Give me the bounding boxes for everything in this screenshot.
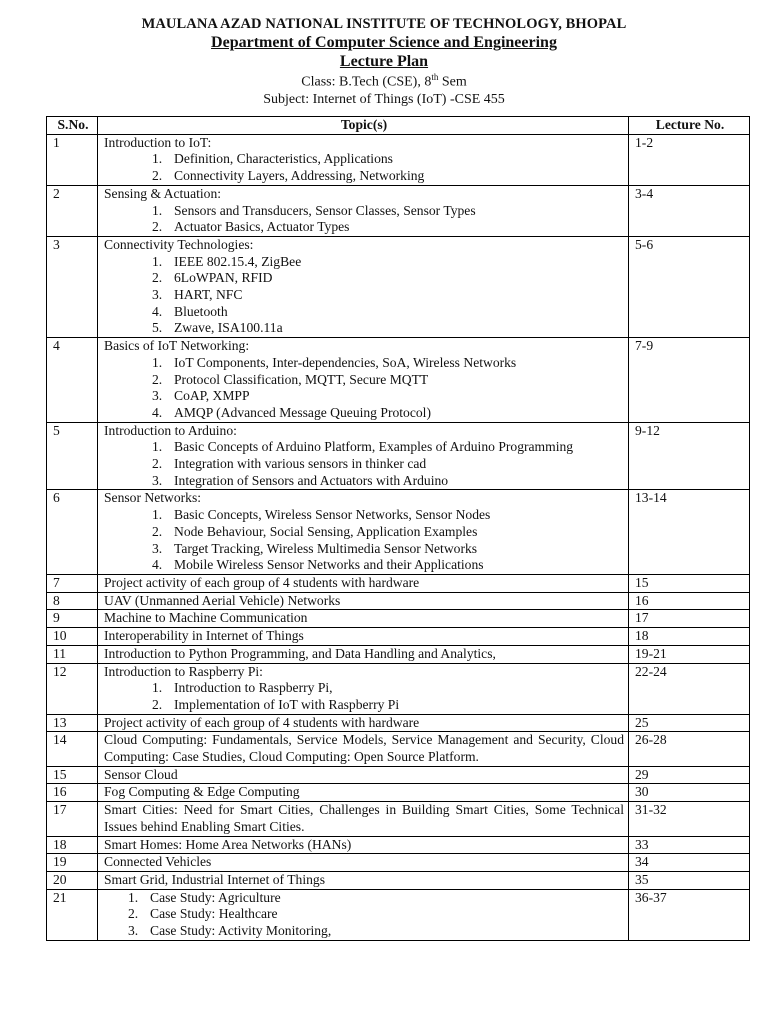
table-row (47, 610, 750, 628)
lecture-number-cell: 13-14 (629, 490, 750, 575)
document-header (0, 0, 768, 108)
lecture-number-cell: 5-6 (629, 236, 750, 337)
topic-title: Sensing & Actuation: (104, 185, 222, 201)
lecture-number-cell: 25 (629, 714, 750, 732)
subtopic-list (104, 507, 624, 574)
list-item: 5. Zwave, ISA100.11a (152, 320, 283, 336)
lecture-number-cell: 1-2 (629, 134, 750, 185)
topic-cell (98, 338, 629, 423)
topic-cell (98, 732, 629, 766)
topic-cell (98, 134, 629, 185)
subtopic-text: IoT Components, Inter-dependencies, SoA, Wireless Networks (174, 354, 517, 370)
serial-number-cell: 11 (47, 645, 98, 663)
topic-cell (98, 645, 629, 663)
subtopic-list (104, 355, 624, 422)
lecture-number-cell: 15 (629, 574, 750, 592)
table-row (47, 784, 750, 802)
subtopic-list (104, 890, 624, 940)
topic-title: Smart Grid, Industrial Internet of Things (104, 871, 325, 887)
serial-number-cell: 1 (47, 134, 98, 185)
list-item: 4. AMQP (Advanced Message Queuing Protocol) (152, 404, 431, 420)
serial-number-cell: 17 (47, 802, 98, 836)
topic-cell (98, 766, 629, 784)
lecture-number-cell: 33 (629, 836, 750, 854)
table-row (47, 422, 750, 490)
topic-cell (98, 663, 629, 714)
topic-title: Introduction to Raspberry Pi: (104, 663, 263, 679)
serial-number-cell: 8 (47, 592, 98, 610)
lecture-number-cell: 16 (629, 592, 750, 610)
topic-cell (98, 592, 629, 610)
list-item: 3. CoAP, XMPP (152, 388, 250, 404)
list-item: 1. IEEE 802.15.4, ZigBee (152, 253, 302, 269)
topic-cell (98, 784, 629, 802)
list-item: 2. Integration with various sensors in thinker cad (152, 456, 427, 472)
list-item: 1. Case Study: Agriculture (128, 889, 281, 905)
table-row (47, 854, 750, 872)
subtopic-text: Basic Concepts of Arduino Platform, Examples of Arduino Programming (174, 439, 574, 455)
subtopic-text: Actuator Basics, Actuator Types (174, 219, 350, 235)
subtopic-text: Sensors and Transducers, Sensor Classes, Sensor Types (174, 202, 476, 218)
subtopic-list (104, 680, 624, 713)
list-item: 1. Basic Concepts of Arduino Platform, Examples of Arduino Programming (152, 439, 574, 455)
table-row (47, 836, 750, 854)
subtopic-text: 6LoWPAN, RFID (174, 270, 273, 286)
lecture-number-cell: 18 (629, 628, 750, 646)
lecture-number-cell: 36-37 (629, 889, 750, 940)
subtopic-list (104, 203, 624, 236)
topic-title: Machine to Machine Communication (104, 610, 308, 626)
subtopic-text: Connectivity Layers, Addressing, Networking (174, 168, 425, 184)
subtopic-text: Case Study: Activity Monitoring, (150, 923, 332, 939)
class-line: Class: B.Tech (CSE), 8th Sem (301, 72, 467, 90)
subtopic-list (104, 151, 624, 184)
table-row (47, 714, 750, 732)
list-item: 2. 6LoWPAN, RFID (152, 270, 273, 286)
topic-title: Smart Cities: Need for Smart Cities, Challenges in Building Smart Cities, Some Technical Issues behind Enabling Smart Cities. (104, 802, 624, 834)
topic-cell (98, 422, 629, 490)
subtopic-text: Integration of Sensors and Actuators with Arduino (174, 472, 449, 488)
topic-title: Sensor Cloud (104, 766, 178, 782)
topic-title: Introduction to Python Programming, and Data Handling and Analytics, (104, 645, 496, 661)
table-body (47, 134, 750, 940)
topic-cell (98, 610, 629, 628)
topic-cell (98, 854, 629, 872)
lecture-number-cell: 7-9 (629, 338, 750, 423)
subtopic-text: Basic Concepts, Wireless Sensor Networks, Sensor Nodes (174, 507, 491, 523)
topic-title: Connected Vehicles (104, 854, 212, 870)
lecture-number-cell: 34 (629, 854, 750, 872)
topic-title: Introduction to Arduino: (104, 422, 237, 438)
topic-cell (98, 185, 629, 236)
list-item: 2. Actuator Basics, Actuator Types (152, 219, 350, 235)
topic-cell (98, 490, 629, 575)
serial-number-cell: 15 (47, 766, 98, 784)
topic-title: Fog Computing & Edge Computing (104, 784, 300, 800)
serial-number-cell: 14 (47, 732, 98, 766)
subtopic-text: Implementation of IoT with Raspberry Pi (174, 696, 400, 712)
topic-title: UAV (Unmanned Aerial Vehicle) Networks (104, 592, 341, 608)
lecture-number-cell: 26-28 (629, 732, 750, 766)
subtopic-text: Integration with various sensors in thinker cad (174, 456, 427, 472)
table-row (47, 663, 750, 714)
subject-line: Subject: Internet of Things (IoT) -CSE 455 (263, 91, 505, 107)
list-item: 3. Case Study: Activity Monitoring, (128, 923, 332, 939)
lecture-number-cell: 17 (629, 610, 750, 628)
list-item: 4. Mobile Wireless Sensor Networks and their Applications (152, 557, 484, 573)
table-row (47, 185, 750, 236)
serial-number-cell: 18 (47, 836, 98, 854)
topic-cell (98, 236, 629, 337)
table-row (47, 574, 750, 592)
topic-cell (98, 802, 629, 836)
department-name: Department of Computer Science and Engineering (211, 34, 557, 51)
table-row (47, 732, 750, 766)
list-item: 2. Implementation of IoT with Raspberry Pi (152, 696, 400, 712)
subtopic-text: CoAP, XMPP (174, 388, 250, 404)
list-item: 1. Basic Concepts, Wireless Sensor Networks, Sensor Nodes (152, 507, 491, 523)
topic-cell (98, 836, 629, 854)
table-row (47, 134, 750, 185)
serial-number-cell: 16 (47, 784, 98, 802)
serial-number-cell: 7 (47, 574, 98, 592)
list-item: 2. Node Behaviour, Social Sensing, Application Examples (152, 523, 478, 539)
lecture-number-cell: 29 (629, 766, 750, 784)
serial-number-cell: 12 (47, 663, 98, 714)
subtopic-text: Node Behaviour, Social Sensing, Application Examples (174, 523, 478, 539)
table-row (47, 490, 750, 575)
table-row (47, 802, 750, 836)
lecture-number-cell: 19-21 (629, 645, 750, 663)
subtopic-text: Mobile Wireless Sensor Networks and their Applications (174, 557, 484, 573)
serial-number-cell: 21 (47, 889, 98, 940)
column-header-lecture: Lecture No. (629, 117, 750, 135)
table-row (47, 645, 750, 663)
table-row (47, 889, 750, 940)
column-header-sno: S.No. (47, 117, 98, 135)
subtopic-text: Introduction to Raspberry Pi, (174, 680, 333, 696)
subtopic-text: Case Study: Agriculture (150, 889, 281, 905)
topic-title: Connectivity Technologies: (104, 236, 254, 252)
table-row (47, 338, 750, 423)
subtopic-text: Bluetooth (174, 303, 228, 319)
serial-number-cell: 3 (47, 236, 98, 337)
topic-cell (98, 714, 629, 732)
list-item: 2. Case Study: Healthcare (128, 906, 278, 922)
lecture-number-cell: 30 (629, 784, 750, 802)
column-header-topics: Topic(s) (98, 117, 629, 135)
topic-cell (98, 628, 629, 646)
topic-title: Basics of IoT Networking: (104, 338, 250, 354)
table-row (47, 871, 750, 889)
list-item: 3. HART, NFC (152, 287, 243, 303)
subtopic-text: IEEE 802.15.4, ZigBee (174, 253, 302, 269)
serial-number-cell: 19 (47, 854, 98, 872)
lecture-number-cell: 35 (629, 871, 750, 889)
list-item: 1. Sensors and Transducers, Sensor Classes, Sensor Types (152, 202, 476, 218)
table-row (47, 236, 750, 337)
subtopic-text: Zwave, ISA100.11a (174, 320, 283, 336)
topic-title: Cloud Computing: Fundamentals, Service Models, Service Management and Security, Cloud Computing: Case Studies, Cloud Computing: Open Source Platform. (104, 732, 624, 765)
topic-cell (98, 574, 629, 592)
subtopic-text: AMQP (Advanced Message Queuing Protocol) (174, 404, 431, 420)
list-item: 1. Definition, Characteristics, Applications (152, 151, 393, 167)
list-item: 2. Protocol Classification, MQTT, Secure MQTT (152, 371, 429, 387)
institute-name: MAULANA AZAD NATIONAL INSTITUTE OF TECHNOLOGY, BHOPAL (141, 16, 627, 32)
subtopic-text: Target Tracking, Wireless Multimedia Sensor Networks (174, 540, 478, 556)
topic-cell (98, 889, 629, 940)
serial-number-cell: 2 (47, 185, 98, 236)
topic-title: Smart Homes: Home Area Networks (HANs) (104, 836, 352, 852)
serial-number-cell: 13 (47, 714, 98, 732)
topic-title: Introduction to IoT: (104, 134, 212, 150)
lecture-number-cell: 9-12 (629, 422, 750, 490)
list-item: 3. Integration of Sensors and Actuators with Arduino (152, 472, 449, 488)
lecture-number-cell: 3-4 (629, 185, 750, 236)
subtopic-text: Protocol Classification, MQTT, Secure MQTT (174, 371, 429, 387)
serial-number-cell: 20 (47, 871, 98, 889)
table-row (47, 628, 750, 646)
list-item: 2. Connectivity Layers, Addressing, Networking (152, 168, 425, 184)
lecture-plan-table (46, 116, 750, 941)
serial-number-cell: 10 (47, 628, 98, 646)
list-item: 4. Bluetooth (152, 303, 228, 319)
table-row (47, 592, 750, 610)
topic-title: Interoperability in Internet of Things (104, 628, 304, 644)
topic-cell (98, 871, 629, 889)
serial-number-cell: 5 (47, 422, 98, 490)
topic-title: Sensor Networks: (104, 490, 202, 506)
table-row (47, 766, 750, 784)
plan-title: Lecture Plan (339, 53, 429, 70)
serial-number-cell: 4 (47, 338, 98, 423)
serial-number-cell: 6 (47, 490, 98, 575)
lecture-number-cell: 31-32 (629, 802, 750, 836)
list-item: 1. Introduction to Raspberry Pi, (152, 680, 333, 696)
topic-title: Project activity of each group of 4 students with hardware (104, 574, 420, 590)
topic-title: Project activity of each group of 4 students with hardware (104, 714, 420, 730)
serial-number-cell: 9 (47, 610, 98, 628)
subtopic-text: HART, NFC (174, 287, 243, 303)
subtopic-list (104, 254, 624, 338)
subtopic-list (104, 439, 624, 489)
table-header-row (47, 117, 750, 135)
lecture-number-cell: 22-24 (629, 663, 750, 714)
subtopic-text: Definition, Characteristics, Applications (174, 151, 393, 167)
subtopic-text: Case Study: Healthcare (150, 906, 278, 922)
list-item: 1. IoT Components, Inter-dependencies, SoA, Wireless Networks (152, 354, 517, 370)
list-item: 3. Target Tracking, Wireless Multimedia Sensor Networks (152, 540, 478, 556)
